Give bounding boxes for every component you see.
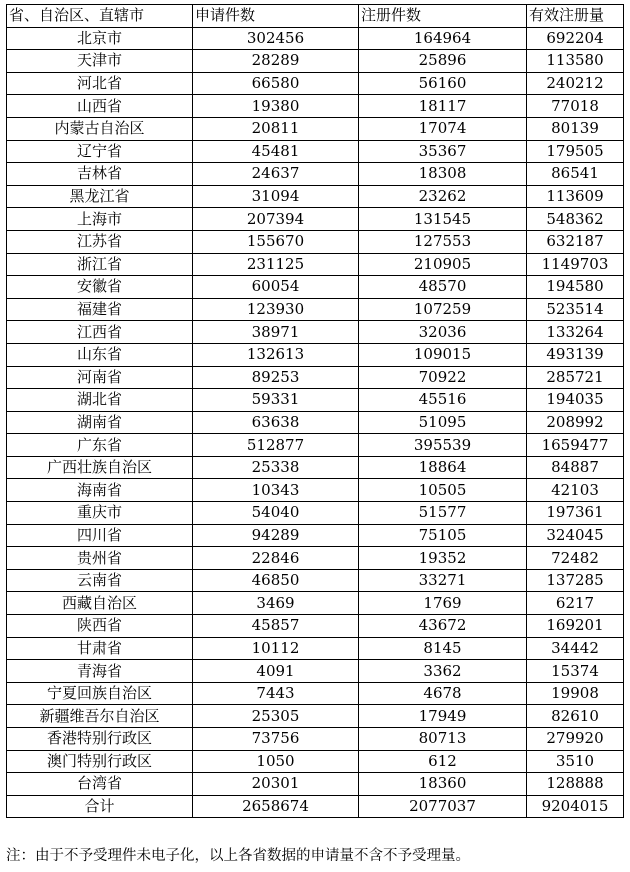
valid-registrations-cell: 179505 (527, 140, 624, 163)
region-cell: 福建省 (7, 298, 193, 321)
applications-cell: 20301 (193, 773, 359, 796)
registrations-cell: 8145 (359, 637, 527, 660)
region-cell: 宁夏回族自治区 (7, 682, 193, 705)
region-cell: 山东省 (7, 343, 193, 366)
applications-cell: 94289 (193, 524, 359, 547)
applications-cell: 4091 (193, 660, 359, 683)
applications-cell: 302456 (193, 27, 359, 50)
header-registrations: 注册件数 (359, 5, 527, 28)
region-cell: 青海省 (7, 660, 193, 683)
valid-registrations-cell: 3510 (527, 750, 624, 773)
table-row (7, 117, 624, 140)
registrations-cell: 210905 (359, 253, 527, 276)
valid-registrations-cell: 169201 (527, 615, 624, 638)
table-row (7, 456, 624, 479)
valid-registrations-cell: 197361 (527, 502, 624, 525)
valid-registrations-cell: 493139 (527, 343, 624, 366)
table-row (7, 479, 624, 502)
table-row (7, 27, 624, 50)
footnote: 注：由于不予受理件未电子化，以上各省数据的申请量不含不予受理量。 (6, 848, 470, 864)
valid-registrations-cell: 324045 (527, 524, 624, 547)
region-cell: 安徽省 (7, 276, 193, 299)
table-row (7, 298, 624, 321)
applications-cell: 512877 (193, 434, 359, 457)
valid-registrations-cell: 86541 (527, 163, 624, 186)
registrations-cell: 10505 (359, 479, 527, 502)
region-cell: 内蒙古自治区 (7, 117, 193, 140)
region-cell: 台湾省 (7, 773, 193, 796)
header-valid-registrations: 有效注册量 (527, 5, 624, 28)
valid-registrations-cell: 632187 (527, 230, 624, 253)
valid-registrations-cell: 279920 (527, 728, 624, 751)
applications-cell: 46850 (193, 569, 359, 592)
table-row (7, 502, 624, 525)
valid-registrations-cell: 1149703 (527, 253, 624, 276)
region-cell: 陕西省 (7, 615, 193, 638)
applications-cell: 22846 (193, 547, 359, 570)
valid-registrations-cell: 15374 (527, 660, 624, 683)
registrations-cell: 17949 (359, 705, 527, 728)
header-region: 省、自治区、直辖市 (7, 5, 193, 28)
region-cell: 四川省 (7, 524, 193, 547)
registrations-cell: 56160 (359, 72, 527, 95)
table-row (7, 773, 624, 796)
valid-registrations-cell: 6217 (527, 592, 624, 615)
valid-registrations-cell: 285721 (527, 366, 624, 389)
table-row (7, 547, 624, 570)
registrations-cell: 75105 (359, 524, 527, 547)
region-cell: 河南省 (7, 366, 193, 389)
valid-registrations-cell: 137285 (527, 569, 624, 592)
registrations-cell: 32036 (359, 321, 527, 344)
region-cell: 山西省 (7, 95, 193, 118)
applications-cell: 1050 (193, 750, 359, 773)
registrations-cell: 164964 (359, 27, 527, 50)
table-row (7, 728, 624, 751)
table-row (7, 615, 624, 638)
total-applications: 2658674 (193, 795, 359, 818)
table-row (7, 253, 624, 276)
table-row (7, 72, 624, 95)
header-applications: 申请件数 (193, 5, 359, 28)
registrations-cell: 127553 (359, 230, 527, 253)
applications-cell: 31094 (193, 185, 359, 208)
registrations-cell: 51577 (359, 502, 527, 525)
registrations-cell: 395539 (359, 434, 527, 457)
total-valid-registrations: 9204015 (527, 795, 624, 818)
valid-registrations-cell: 523514 (527, 298, 624, 321)
registrations-cell: 3362 (359, 660, 527, 683)
valid-registrations-cell: 208992 (527, 411, 624, 434)
registrations-cell: 35367 (359, 140, 527, 163)
valid-registrations-cell: 19908 (527, 682, 624, 705)
table-row (7, 705, 624, 728)
region-cell: 河北省 (7, 72, 193, 95)
region-cell: 云南省 (7, 569, 193, 592)
registrations-cell: 18360 (359, 773, 527, 796)
applications-cell: 10112 (193, 637, 359, 660)
registrations-cell: 19352 (359, 547, 527, 570)
total-row (7, 795, 624, 818)
registrations-cell: 45516 (359, 389, 527, 412)
applications-cell: 231125 (193, 253, 359, 276)
applications-cell: 60054 (193, 276, 359, 299)
region-cell: 北京市 (7, 27, 193, 50)
registrations-cell: 131545 (359, 208, 527, 231)
region-cell: 澳门特别行政区 (7, 750, 193, 773)
applications-cell: 25305 (193, 705, 359, 728)
region-cell: 广西壮族自治区 (7, 456, 193, 479)
registrations-cell: 33271 (359, 569, 527, 592)
region-cell: 甘肃省 (7, 637, 193, 660)
table-row (7, 343, 624, 366)
valid-registrations-cell: 1659477 (527, 434, 624, 457)
applications-cell: 45857 (193, 615, 359, 638)
valid-registrations-cell: 80139 (527, 117, 624, 140)
table-row (7, 524, 624, 547)
table-row (7, 230, 624, 253)
registrations-cell: 25896 (359, 50, 527, 73)
valid-registrations-cell: 34442 (527, 637, 624, 660)
valid-registrations-cell: 692204 (527, 27, 624, 50)
region-cell: 湖北省 (7, 389, 193, 412)
table-row (7, 185, 624, 208)
table-row (7, 434, 624, 457)
table-row (7, 208, 624, 231)
region-cell: 浙江省 (7, 253, 193, 276)
table-row (7, 389, 624, 412)
trademark-statistics-table (6, 4, 624, 818)
applications-cell: 28289 (193, 50, 359, 73)
registrations-cell: 51095 (359, 411, 527, 434)
applications-cell: 155670 (193, 230, 359, 253)
registrations-cell: 18117 (359, 95, 527, 118)
table-row (7, 682, 624, 705)
registrations-cell: 80713 (359, 728, 527, 751)
region-cell: 湖南省 (7, 411, 193, 434)
table-row (7, 163, 624, 186)
region-cell: 天津市 (7, 50, 193, 73)
valid-registrations-cell: 72482 (527, 547, 624, 570)
valid-registrations-cell: 194580 (527, 276, 624, 299)
table-row (7, 569, 624, 592)
applications-cell: 54040 (193, 502, 359, 525)
region-cell: 黑龙江省 (7, 185, 193, 208)
applications-cell: 38971 (193, 321, 359, 344)
table-row (7, 50, 624, 73)
applications-cell: 123930 (193, 298, 359, 321)
total-label: 合计 (7, 795, 193, 818)
applications-cell: 10343 (193, 479, 359, 502)
region-cell: 重庆市 (7, 502, 193, 525)
table-row (7, 95, 624, 118)
registrations-cell: 107259 (359, 298, 527, 321)
registrations-cell: 1769 (359, 592, 527, 615)
registrations-cell: 109015 (359, 343, 527, 366)
region-cell: 新疆维吾尔自治区 (7, 705, 193, 728)
region-cell: 西藏自治区 (7, 592, 193, 615)
table-row (7, 637, 624, 660)
registrations-cell: 17074 (359, 117, 527, 140)
table-row (7, 411, 624, 434)
applications-cell: 19380 (193, 95, 359, 118)
region-cell: 贵州省 (7, 547, 193, 570)
table-row (7, 592, 624, 615)
valid-registrations-cell: 113609 (527, 185, 624, 208)
region-cell: 香港特别行政区 (7, 728, 193, 751)
region-cell: 上海市 (7, 208, 193, 231)
region-cell: 吉林省 (7, 163, 193, 186)
valid-registrations-cell: 84887 (527, 456, 624, 479)
applications-cell: 3469 (193, 592, 359, 615)
applications-cell: 132613 (193, 343, 359, 366)
applications-cell: 73756 (193, 728, 359, 751)
valid-registrations-cell: 113580 (527, 50, 624, 73)
applications-cell: 207394 (193, 208, 359, 231)
applications-cell: 20811 (193, 117, 359, 140)
registrations-cell: 43672 (359, 615, 527, 638)
registrations-cell: 18308 (359, 163, 527, 186)
registrations-cell: 612 (359, 750, 527, 773)
region-cell: 辽宁省 (7, 140, 193, 163)
applications-cell: 45481 (193, 140, 359, 163)
valid-registrations-cell: 77018 (527, 95, 624, 118)
table-row (7, 366, 624, 389)
valid-registrations-cell: 194035 (527, 389, 624, 412)
region-cell: 江苏省 (7, 230, 193, 253)
applications-cell: 63638 (193, 411, 359, 434)
applications-cell: 89253 (193, 366, 359, 389)
applications-cell: 7443 (193, 682, 359, 705)
valid-registrations-cell: 128888 (527, 773, 624, 796)
registrations-cell: 48570 (359, 276, 527, 299)
total-registrations: 2077037 (359, 795, 527, 818)
valid-registrations-cell: 42103 (527, 479, 624, 502)
region-cell: 海南省 (7, 479, 193, 502)
valid-registrations-cell: 82610 (527, 705, 624, 728)
region-cell: 江西省 (7, 321, 193, 344)
valid-registrations-cell: 548362 (527, 208, 624, 231)
registrations-cell: 4678 (359, 682, 527, 705)
table-row (7, 276, 624, 299)
valid-registrations-cell: 133264 (527, 321, 624, 344)
applications-cell: 25338 (193, 456, 359, 479)
applications-cell: 59331 (193, 389, 359, 412)
table-row (7, 321, 624, 344)
region-cell: 广东省 (7, 434, 193, 457)
table-row (7, 140, 624, 163)
applications-cell: 66580 (193, 72, 359, 95)
header-row (7, 5, 624, 28)
valid-registrations-cell: 240212 (527, 72, 624, 95)
table-row (7, 660, 624, 683)
applications-cell: 24637 (193, 163, 359, 186)
table-row (7, 750, 624, 773)
registrations-cell: 18864 (359, 456, 527, 479)
registrations-cell: 23262 (359, 185, 527, 208)
registrations-cell: 70922 (359, 366, 527, 389)
